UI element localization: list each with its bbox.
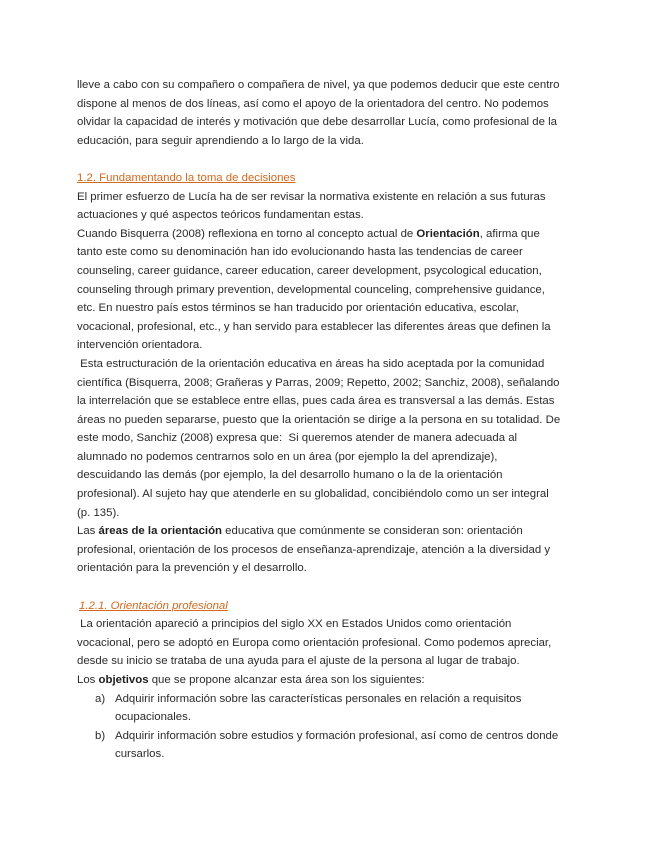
- text-line: profesional). Al sujeto hay que atenderle en su globalidad, concibiéndolo como un ser integral: [77, 488, 549, 501]
- paragraph-bisquerra: [77, 225, 585, 355]
- intro-paragraph: [77, 76, 585, 150]
- text-line: Adquirir información sobre estudios y formación profesional, así como de centros donde: [115, 729, 559, 742]
- list-marker: b): [95, 729, 106, 742]
- bold-term-areas: áreas de la orientación: [98, 525, 222, 538]
- text-line: (p. 135).: [77, 506, 120, 519]
- text-line: ocupacionales.: [115, 711, 191, 724]
- paragraph-orientacion-profesional: [77, 615, 585, 689]
- objectives-list: [77, 690, 585, 764]
- text-line: vocacional, pero se adoptó en Europa como orientación profesional. Como podemos apreciar,: [77, 636, 552, 649]
- text-line: intervención orientadora.: [77, 339, 203, 352]
- text-line: educación, para seguir aprendiendo a lo largo de la vida.: [77, 134, 364, 147]
- text-line: descuidando las demás (por ejemplo, la del desarrollo humano o la de la orientación: [77, 469, 503, 482]
- section-heading-1-2-1[interactable]: 1.2.1. Orientación profesional: [79, 599, 228, 612]
- text-line: profesional, orientación de los procesos de enseñanza-aprendizaje, atención a la diversidad y: [77, 543, 551, 556]
- text-line: cursarlos.: [115, 748, 165, 761]
- text-line: Las áreas de la orientación educativa que comúnmente se consideran son: orientación: [77, 525, 523, 538]
- text-line: counseling, career guidance, career education, career development, psycological education,: [77, 264, 542, 277]
- list-item: [77, 690, 585, 727]
- text-line: olvidar la capacidad de interés y motivación que debe desarrollar Lucía, como profesional de la: [77, 116, 557, 129]
- text-line: Cuando Bisquerra (2008) reflexiona en torno al concepto actual de Orientación, afirma que: [77, 227, 540, 240]
- paragraph-areas: [77, 522, 585, 578]
- text-line: áreas no pueden separarse, puesto que la orientación se dirige a la persona en su totalidad. De: [77, 413, 561, 426]
- text-line: científica (Bisquerra, 2008; Grañeras y Parras, 2009; Repetto, 2002; Sanchiz, 2008), señalando: [77, 376, 560, 389]
- text-line: la interrelación que se establece entre ellas, pues cada área es transversal a las demás. Estas: [77, 395, 555, 408]
- bold-term-objetivos: objetivos: [98, 674, 149, 686]
- text-line: counseling through primary prevention, developmental counceling, comprehensive guidance,: [77, 283, 545, 296]
- text-line: alumnado no podemos centrarnos solo en un área (por ejemplo la del aprendizaje),: [77, 450, 498, 463]
- text-line: Esta estructuración de la orientación educativa en áreas ha sido aceptada por la comunidad: [77, 357, 545, 370]
- list-marker: a): [95, 692, 106, 705]
- text-line: etc. En nuestro país estos términos se han traducido por orientación educativa, escolar,: [77, 302, 519, 315]
- text-line: actuaciones y qué aspectos teóricos fundamentan estas.: [77, 209, 364, 222]
- text-line: Adquirir información sobre las características personales en relación a requisitos: [115, 692, 522, 705]
- paragraph-estructuracion: [77, 355, 585, 522]
- text-line: lleve a cabo con su compañero o compañera de nivel, ya que podemos deducir que este centro: [77, 79, 560, 91]
- paragraph-first-effort: [77, 188, 585, 225]
- text-line: vocacional, profesional, etc., y han servido para establecer las diferentes áreas que definen la: [77, 320, 551, 333]
- list-item: [77, 727, 585, 764]
- section-heading-1-2[interactable]: 1.2. Fundamentando la toma de decisiones: [77, 171, 296, 184]
- text-line: tanto este como su denominación han ido evolucionando hasta las tendencias de career: [77, 246, 523, 259]
- bold-term-orientacion: Orientación: [416, 227, 480, 240]
- text-line: La orientación apareció a principios del siglo XX en Estados Unidos como orientación: [77, 618, 512, 631]
- text-line: desde su inicio se trataba de una ayuda para el ajuste de la persona al lugar de trabajo.: [77, 655, 520, 668]
- text-line: orientación para la prevención y el desarrollo.: [77, 562, 307, 575]
- text-line: El primer esfuerzo de Lucía ha de ser revisar la normativa existente en relación a sus futuras: [77, 190, 546, 203]
- text-line: dispone al menos de dos líneas, así como el apoyo de la orientadora del centro. No podemos: [77, 97, 549, 110]
- text-line: este modo, Sanchiz (2008) expresa que: Si queremos atender de manera adecuada al: [77, 432, 518, 445]
- text-line: Los objetivos que se propone alcanzar esta área son los siguientes:: [77, 674, 425, 686]
